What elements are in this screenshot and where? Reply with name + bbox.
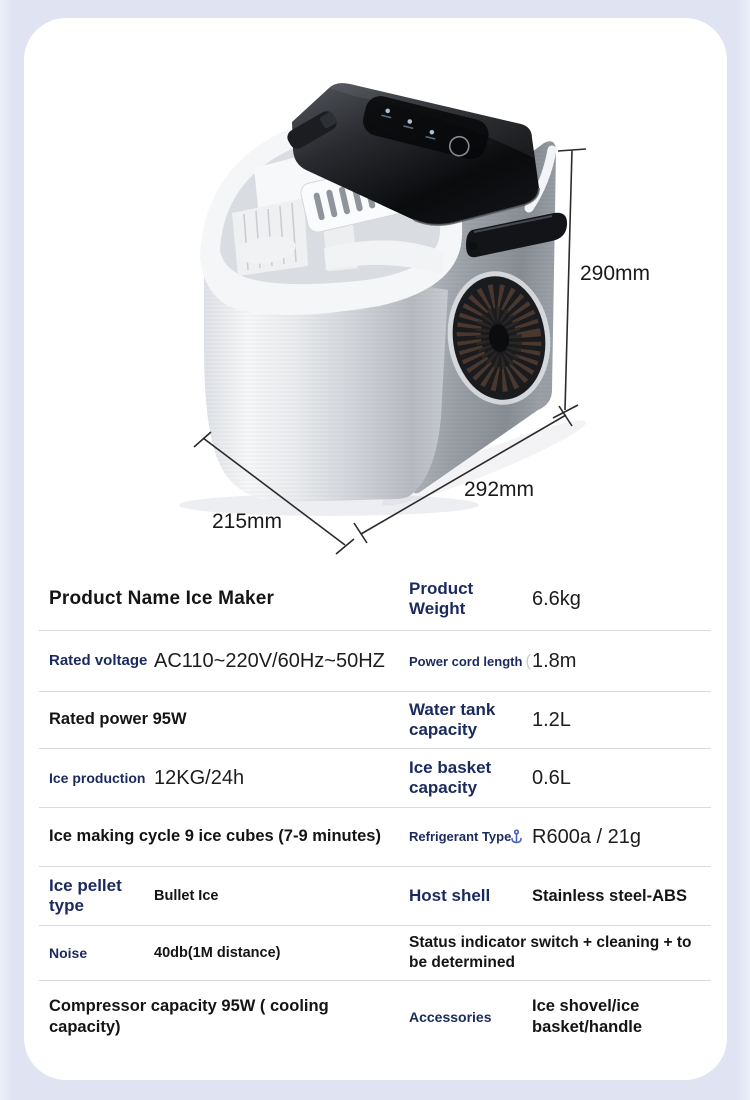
spec-row-ice-pellet-type: [39, 866, 711, 925]
value-product-weight: 6.6kg: [532, 587, 581, 610]
rated-power-text: Rated power 95W: [49, 710, 187, 729]
value-rated-voltage: AC110~220V/60Hz~50HZ: [154, 649, 385, 672]
label-ice-production: Ice production: [49, 769, 146, 786]
label-refrigerant-type: [409, 823, 532, 850]
ice-making-cycle-text: Ice making cycle 9 ice cubes (7-9 minutes): [49, 827, 381, 846]
refrigerant-anchor-icon: [510, 829, 523, 844]
value-water-tank-capacity: 1.2L: [532, 708, 571, 731]
label-power-cord-length-text: Power cord length: [409, 653, 523, 669]
label-ice-basket-capacity: Ice basket capacity: [409, 757, 492, 797]
value-refrigerant-type: R600a / 21g: [532, 825, 641, 848]
value-ice-production: 12KG/24h: [154, 766, 245, 789]
dim-depth-label: 215mm: [212, 510, 283, 533]
compressor-capacity-text: Compressor capacity 95W ( cooling capacity): [49, 996, 329, 1036]
label-product-weight: Product Weight: [409, 578, 474, 618]
spec-row-noise: [39, 925, 711, 980]
value-host-shell: Stainless steel-ABS: [532, 886, 687, 905]
label-accessories: Accessories: [409, 1008, 492, 1025]
value-ice-pellet-type: Bullet Ice: [154, 888, 219, 904]
spec-row-ice-making-cycle: [39, 807, 711, 866]
status-indicator-text: Status indicator switch + cleaning + to be determined: [409, 933, 692, 971]
value-noise: 40db(1M distance): [154, 945, 281, 961]
product-name-text: Product Name Ice Maker: [49, 588, 275, 609]
spec-table: [39, 568, 711, 1053]
label-host-shell: Host shell: [409, 885, 491, 905]
product-card: [24, 18, 727, 1080]
dim-width-label: 292mm: [464, 478, 535, 501]
label-rated-voltage: Rated voltage: [49, 652, 148, 670]
spec-row-ice-production: [39, 748, 711, 807]
dim-height-label: 290mm: [580, 262, 651, 285]
value-power-cord-length: 1.8m: [532, 649, 577, 672]
label-refrigerant-type-text: Refrigerant Type: [409, 829, 512, 845]
label-power-cord-length: [409, 645, 532, 677]
value-ice-basket-capacity: 0.6L: [532, 766, 571, 789]
spec-row-product-name: [39, 568, 711, 630]
product-image: [24, 18, 726, 578]
value-accessories: Ice shovel/ice basket/handle: [532, 997, 643, 1036]
label-water-tank-capacity: Water tank capacity: [409, 699, 496, 739]
label-noise: Noise: [49, 944, 88, 961]
spec-row-voltage: [39, 630, 711, 691]
spec-row-rated-power: [39, 691, 711, 748]
faint-parenthesis-mark: (: [525, 650, 532, 670]
label-ice-pellet-type: Ice pellet type: [49, 875, 122, 915]
spec-row-compressor: [39, 980, 711, 1053]
